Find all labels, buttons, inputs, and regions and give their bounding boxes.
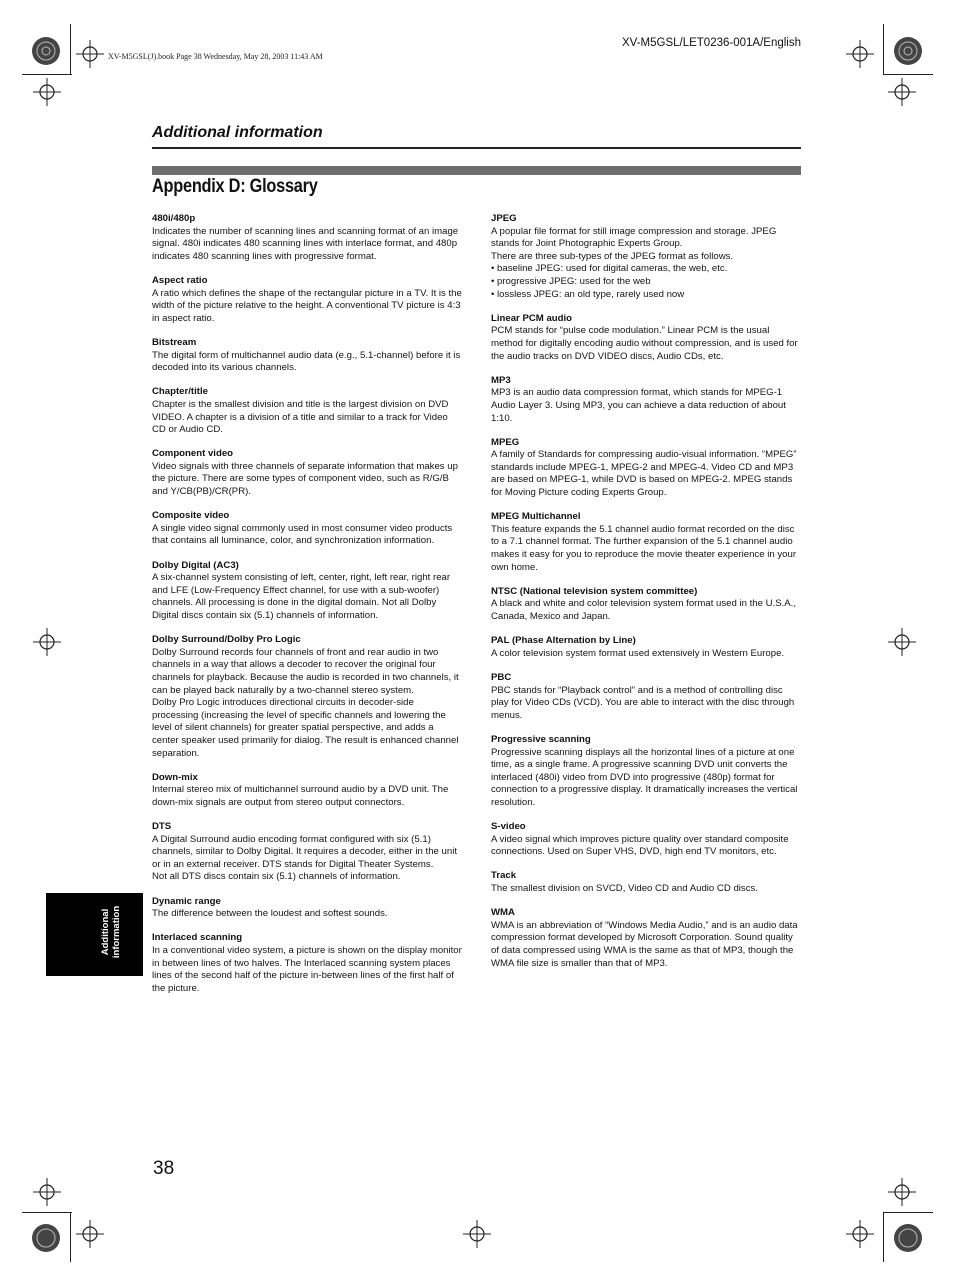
- glossary-entry: [491, 213, 801, 301]
- glossary-entry: [152, 932, 462, 995]
- glossary-definition: [491, 648, 801, 661]
- glossary-definition: [152, 399, 462, 437]
- glossary-term: Bitstream: [152, 336, 197, 348]
- definition-paragraph: Chapter is the smallest division and title is the largest division on DVD VIDEO. A chapter is a division of a title and similar to a track for Video CD or Audio CD.: [152, 398, 449, 436]
- glossary-entry: [491, 870, 801, 895]
- crop-line: [883, 24, 884, 74]
- side-tab-label-line2: information: [111, 905, 122, 959]
- glossary-term: PAL (Phase Alternation by Line): [491, 635, 636, 647]
- crosshair-mark-bottom-right: [888, 1178, 916, 1206]
- registration-mark-bottom-right: [884, 1214, 932, 1262]
- glossary-definition: [152, 523, 462, 548]
- definition-paragraph: Indicates the number of scanning lines and scanning format of an image signal. 480i indicates 480 scanning lines with interlace format, and 480p indicates 480 scanning lines with progressive format.: [152, 225, 459, 262]
- definition-paragraph: Progressive scanning displays all the horizontal lines of a picture at one time, as a single frame. A progressive scanning DVD unit converts the interlaced (480i) video from DVD into progressive (480p) format for connection to a progressive display. It dramatically increases the vertical resolution.: [491, 746, 798, 808]
- glossary-entry: [152, 213, 462, 263]
- glossary-term: Dynamic range: [152, 895, 221, 907]
- glossary-entry: [152, 275, 462, 325]
- glossary-term: Progressive scanning: [491, 733, 591, 745]
- glossary-definition: [491, 449, 801, 499]
- crop-line: [883, 1212, 933, 1213]
- glossary-entry: [491, 672, 801, 722]
- definition-paragraph: PBC stands for “Playback control” and is a method of controlling disc play for Video CDs (VCD). You are able to interact with the disc through menus.: [491, 684, 795, 721]
- definition-paragraph: • progressive JPEG: used for the web: [491, 275, 651, 287]
- crosshair-mark-mid-right: [888, 628, 916, 656]
- glossary-definition: [491, 524, 801, 574]
- glossary-definition: [152, 784, 462, 809]
- glossary-entry: [152, 560, 462, 623]
- definition-paragraph: WMA is an abbreviation of “Windows Media Audio,” and is an audio data compression format developed by Microsoft Corporation. Sound quality of data compressed using WMA is the same as that of MP3, though the WMA file size is smaller than that of MP3.: [491, 919, 798, 969]
- glossary-entry: [491, 907, 801, 970]
- definition-paragraph: Dolby Pro Logic introduces directional circuits in decoder-side processing (increasing the level of specific channels and lowering the level of silent channels) for greater spatial perspective, and adds a center speaker used primarily for dialog. The result is enhanced channel separation.: [152, 697, 459, 759]
- crosshair-mark-bottom-center: [463, 1220, 491, 1248]
- glossary-definition: [152, 908, 462, 921]
- glossary-definition: [491, 325, 801, 363]
- definition-paragraph: The smallest division on SVCD, Video CD and Audio CD discs.: [491, 883, 758, 895]
- definition-paragraph: A black and white and color television system format used in the U.S.A., Canada, Mexico and Japan.: [491, 598, 797, 622]
- glossary-definition: [491, 920, 801, 970]
- definition-paragraph: In a conventional video system, a picture is shown on the display monitor in between lines of two halves. The Interlaced scanning system places lines of the second half of the picture in-between lines of the first half of the picture.: [152, 945, 462, 994]
- definition-paragraph: • baseline JPEG: used for digital cameras, the web, etc.: [491, 263, 728, 275]
- definition-paragraph: The difference between the loudest and softest sounds.: [152, 908, 388, 920]
- definition-paragraph: Internal stereo mix of multichannel surround audio by a DVD unit. The down-mix signals are output from stereo output connectors.: [152, 784, 449, 808]
- glossary-term: Linear PCM audio: [491, 312, 573, 324]
- glossary-definition: [152, 834, 462, 884]
- side-tab-label-line1: Additional: [100, 908, 111, 956]
- glossary-term: MPEG Multichannel: [491, 511, 581, 523]
- crosshair-mark-bottom-left: [33, 1178, 61, 1206]
- glossary-term: Component video: [152, 448, 234, 460]
- definition-paragraph: The digital form of multichannel audio data (e.g., 5.1-channel) before it is decoded into its various channels.: [152, 349, 461, 374]
- glossary-definition: [491, 834, 801, 859]
- section-title: Additional information: [152, 124, 323, 141]
- glossary-term: JPEG: [491, 213, 517, 224]
- glossary-entry: [152, 896, 462, 921]
- glossary-definition: [491, 747, 801, 810]
- definition-paragraph: A color television system format used extensively in Western Europe.: [491, 647, 785, 659]
- definition-paragraph: PCM stands for “pulse code modulation.” Linear PCM is the usual method for digitally encoding audio without compression, and is used for the audio tracks on DVD VIDEO discs, Audio CDs, etc.: [491, 325, 798, 362]
- model-code: XV-M5GSL/LET0236-001A/English: [622, 37, 801, 49]
- glossary-term: Composite video: [152, 510, 230, 522]
- glossary-entry: [152, 386, 462, 436]
- definition-paragraph: A family of Standards for compressing audio-visual information. “MPEG” standards include MPEG-1, MPEG-2 and MPEG-4. Video CD and MP3 are based on MPEG-1, while DVD is based on MPEG-2. MPEG stands for Moving Picture coding Experts Group.: [491, 449, 797, 499]
- glossary-definition: [152, 226, 462, 264]
- crop-line: [22, 74, 72, 75]
- glossary-entry: [491, 375, 801, 425]
- crop-line: [22, 1212, 72, 1213]
- page-heading: Appendix D: Glossary: [152, 176, 318, 197]
- glossary-term: Interlaced scanning: [152, 932, 243, 944]
- side-tab-label: [100, 902, 122, 962]
- crosshair-mark-bottom-right-2: [846, 1220, 874, 1248]
- crosshair-mark-top-right-2: [888, 78, 916, 106]
- glossary-term: PBC: [491, 671, 512, 683]
- glossary-term: NTSC (National television system committee): [491, 585, 698, 597]
- glossary-column-right: [491, 213, 801, 982]
- crop-line: [70, 1212, 71, 1262]
- glossary-definition: [152, 288, 462, 326]
- definition-paragraph: A ratio which defines the shape of the rectangular picture in a TV. It is the width of the picture relative to the height. A conventional TV picture is 4:3 in aspect ratio.: [152, 287, 462, 324]
- registration-mark-bottom-left: [22, 1214, 70, 1262]
- definition-paragraph: A single video signal commonly used in most consumer video products that contains all luminance, color, and synchronization information.: [152, 522, 453, 547]
- glossary-term: DTS: [152, 821, 172, 833]
- glossary-term: MPEG: [491, 436, 520, 448]
- crop-line: [883, 1212, 884, 1262]
- definition-paragraph: A popular file format for still image compression and storage. JPEG stands for Joint Photographic Experts Group.: [491, 225, 777, 250]
- glossary-entry: [152, 448, 462, 498]
- definition-paragraph: Dolby Surround records four channels of front and rear audio in two channels in a way that allows a decoder to recover the original four channels for playback. Because the audio is recorded in two channels, it can be played back naturally by a two-channel stereo system.: [152, 646, 459, 696]
- glossary-definition: [152, 350, 462, 375]
- glossary-term: Down-mix: [152, 771, 198, 783]
- glossary-entry: [152, 772, 462, 810]
- crop-line: [70, 24, 71, 74]
- registration-mark-top-left: [22, 27, 70, 75]
- section-side-tab: [46, 893, 143, 976]
- glossary-entry: [491, 821, 801, 859]
- glossary-term: Chapter/title: [152, 386, 208, 398]
- heading-bar: [152, 166, 801, 175]
- definition-paragraph: A Digital Surround audio encoding format configured with six (5.1) channels, similar to Dolby Digital. It requires a decoder, either in the unit or in an external receiver. DTS stands for Digital Theater Systems.: [152, 833, 458, 870]
- glossary-definition: [152, 647, 462, 760]
- glossary-entry: [491, 313, 801, 363]
- definition-paragraph: Video signals with three channels of separate information that makes up the picture. There are some types of component video, such as R/G/B and Y/CB(PB)/CR(PR).: [152, 460, 458, 498]
- glossary-term: S-video: [491, 821, 526, 833]
- glossary-entry: [491, 734, 801, 810]
- glossary-entry: [152, 337, 462, 375]
- glossary-definition: [491, 387, 801, 425]
- glossary-entry: [152, 634, 462, 760]
- crosshair-mark-top-left: [76, 40, 104, 68]
- definition-paragraph: A video signal which improves picture quality over standard composite connections. Used on Super VHS, DVD, high end TV monitors, etc.: [491, 833, 789, 858]
- definition-paragraph: A six-channel system consisting of left, center, right, left rear, right rear and LFE (Low-Frequency Effect channel, for use with a sub-woofer) channels. All processing is done in the digital domain. Not all Dolby Digital discs contain six (5.1) channels of information.: [152, 572, 451, 621]
- print-info-line: XV-M5GSL(J).book Page 38 Wednesday, May 28, 2003 11:43 AM: [108, 52, 323, 61]
- definition-paragraph: There are three sub-types of the JPEG format as follows.: [491, 250, 734, 262]
- definition-paragraph: • lossless JPEG: an old type, rarely used now: [491, 288, 685, 300]
- glossary-entry: [491, 586, 801, 624]
- glossary-definition: [152, 461, 462, 499]
- header-rule: [152, 147, 801, 149]
- crosshair-mark-bottom-left-2: [76, 1220, 104, 1248]
- definition-paragraph: MP3 is an audio data compression format, which stands for MPEG-1 Audio Layer 3. Using MP3, you can achieve a data reduction of about 1:10.: [491, 387, 786, 424]
- registration-mark-top-right: [884, 27, 932, 75]
- glossary-entry: [152, 510, 462, 548]
- definition-paragraph: Not all DTS discs contain six (5.1) channels of information.: [152, 871, 401, 883]
- glossary-definition: [491, 226, 801, 302]
- glossary-term: Track: [491, 870, 517, 882]
- glossary-term: Dolby Surround/Dolby Pro Logic: [152, 634, 301, 646]
- definition-paragraph: This feature expands the 5.1 channel audio format recorded on the disc to a 7.1 channel format. The further expansion of the 5.1 channel audio makes it easy for you to reproduce the movie theater experience in your own home.: [491, 523, 797, 573]
- glossary-term: MP3: [491, 374, 511, 386]
- glossary-term: WMA: [491, 907, 515, 919]
- glossary-entry: [491, 635, 801, 660]
- glossary-definition: [491, 598, 801, 623]
- crop-line: [883, 74, 933, 75]
- glossary-term: Aspect ratio: [152, 274, 208, 286]
- glossary-column-left: [152, 213, 462, 1007]
- glossary-term: 480i/480p: [152, 213, 196, 224]
- crosshair-mark-mid-left: [33, 628, 61, 656]
- crosshair-mark-top-left-2: [33, 78, 61, 106]
- glossary-definition: [152, 572, 462, 622]
- glossary-entry: [152, 821, 462, 884]
- glossary-entry: [491, 437, 801, 500]
- glossary-definition: [491, 685, 801, 723]
- glossary-term: Dolby Digital (AC3): [152, 559, 239, 571]
- crosshair-mark-top-right: [846, 40, 874, 68]
- glossary-definition: [152, 945, 462, 995]
- page-number: 38: [153, 1158, 175, 1179]
- glossary-entry: [491, 511, 801, 574]
- glossary-definition: [491, 883, 801, 896]
